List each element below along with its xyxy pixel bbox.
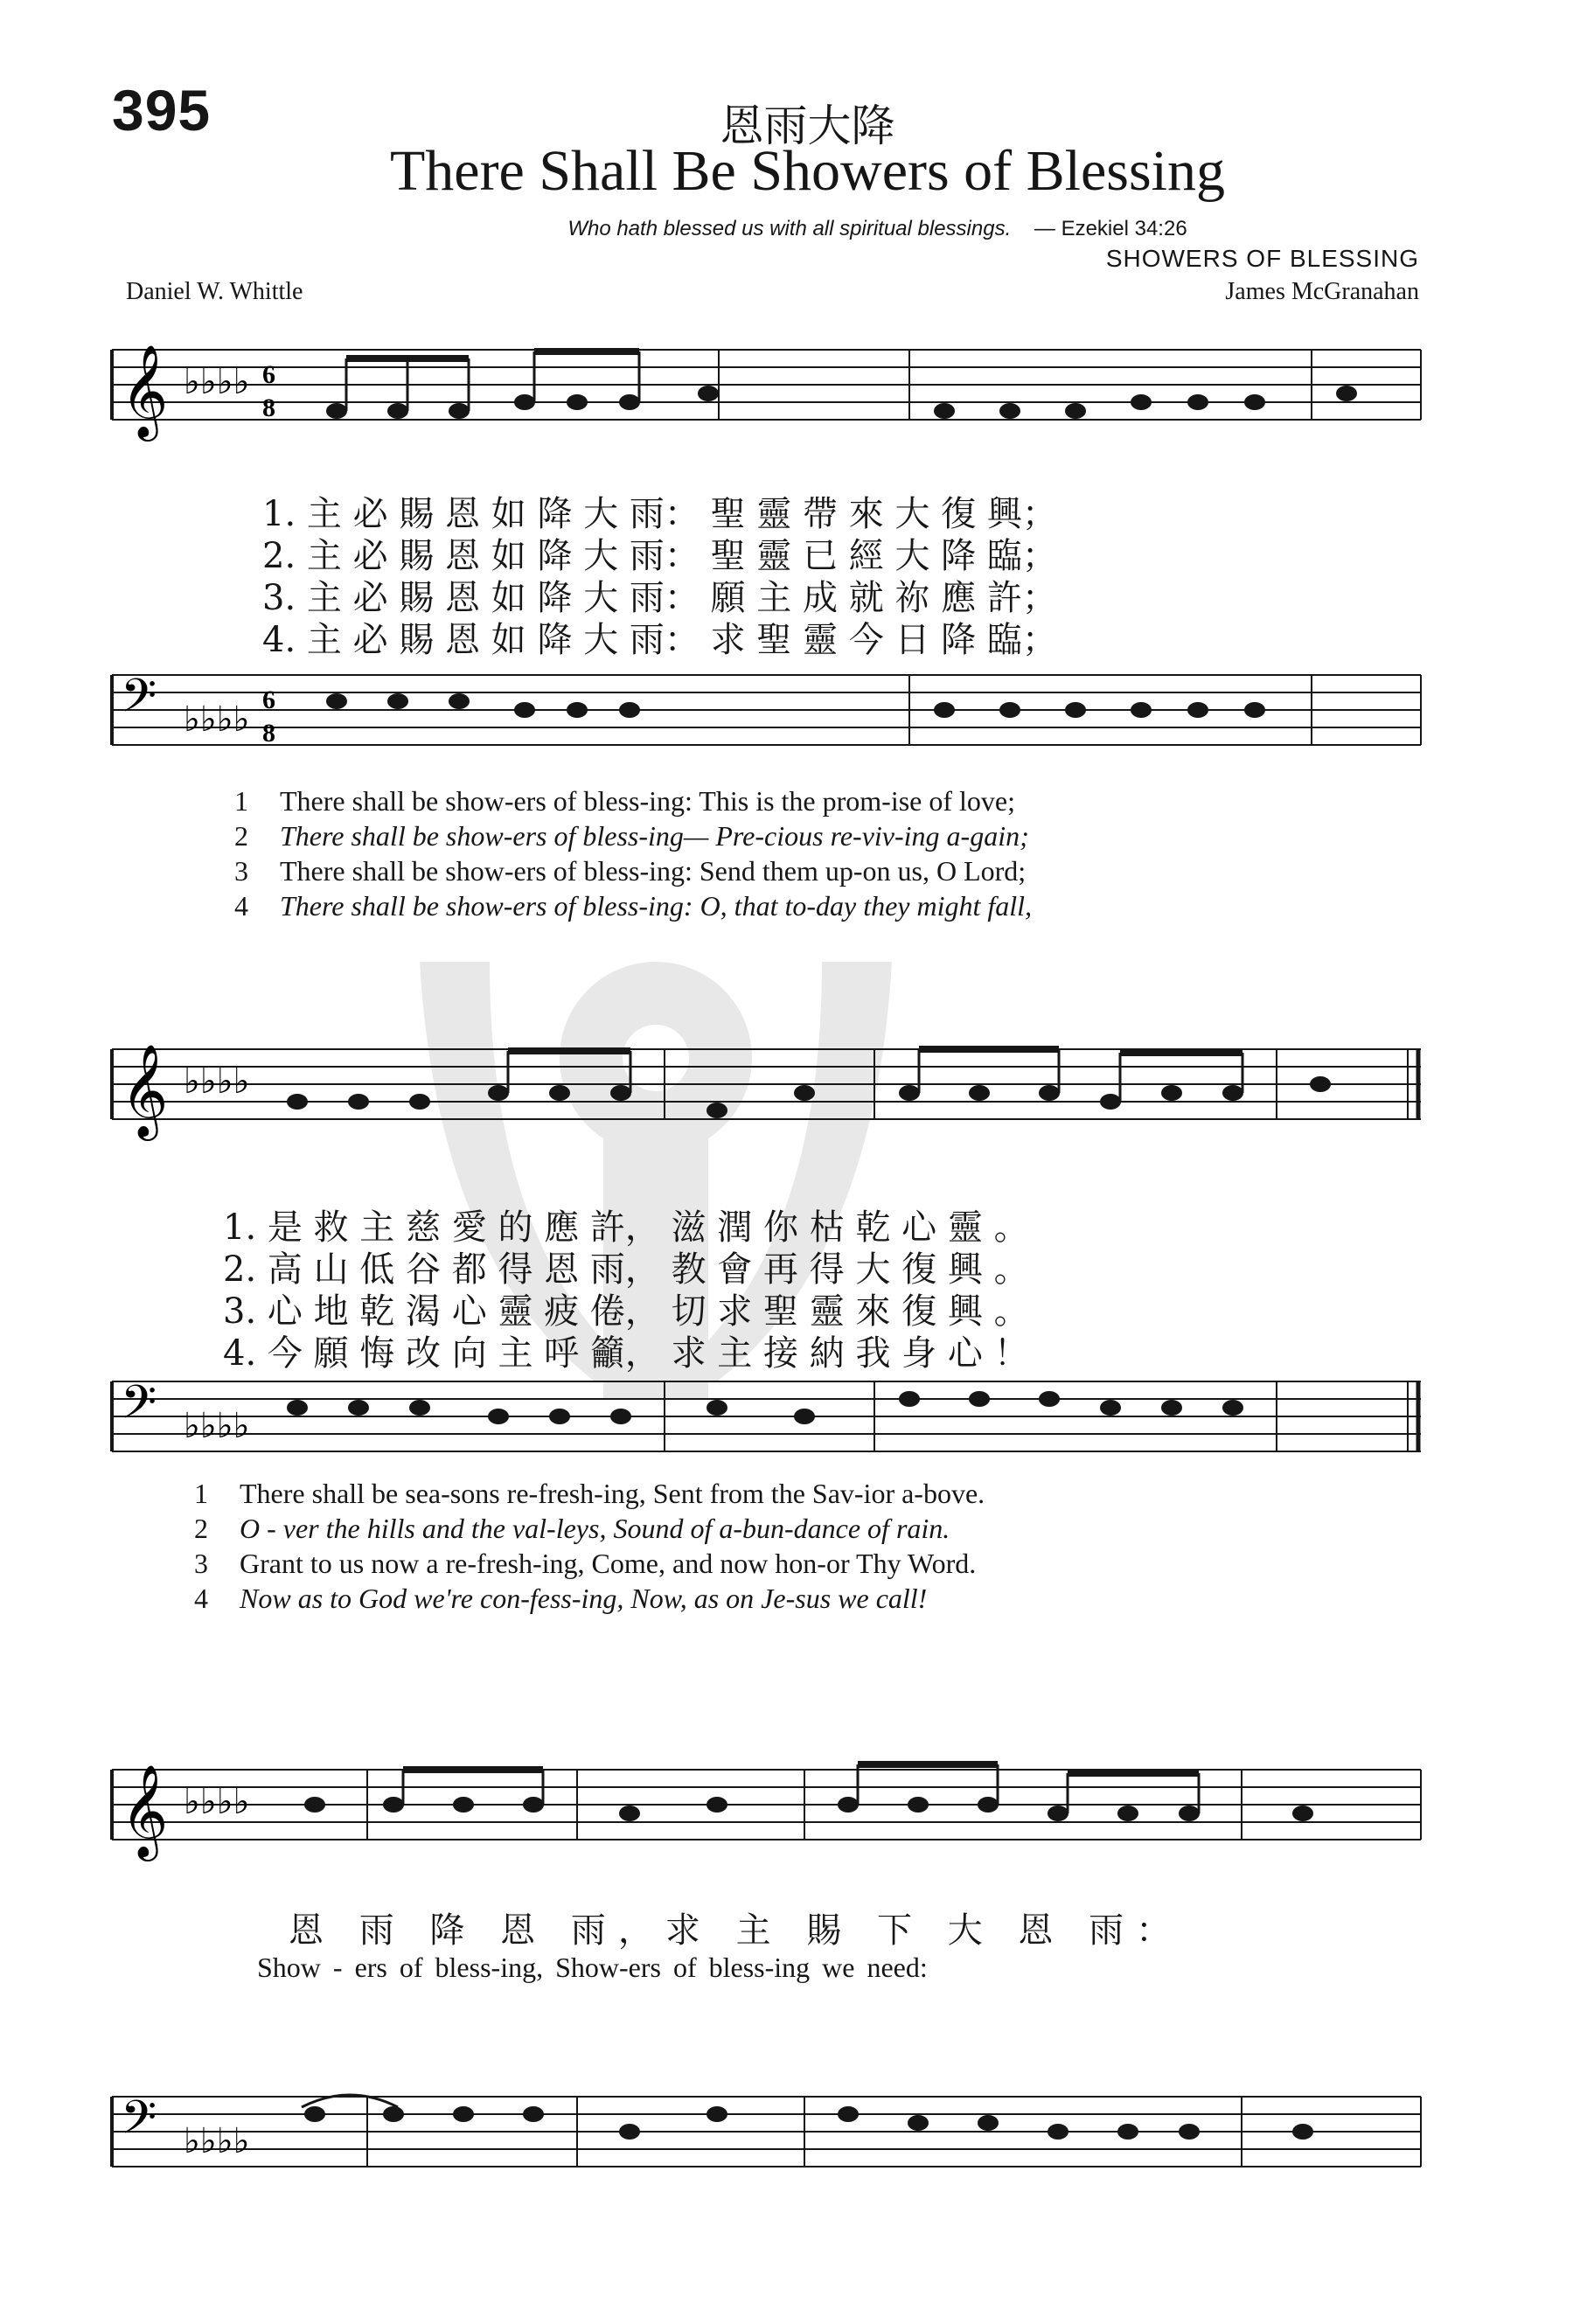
system3-zh-refrain: 恩 雨 降 恩 雨，求 主 賜 下 大 恩 雨： [289, 1910, 1184, 1951]
scripture-text: Who hath blessed us with all spiritual blessings. [567, 217, 1012, 240]
title-chinese: 恩雨大降 [720, 101, 895, 150]
system1-zh-verse-3: 3. 主 必 賜 恩 如 降 大 雨： 願 主 成 就 祢 應 許； [262, 578, 1057, 618]
system1-en-verse-4: 4 There shall be show-ers of bless-ing: O, that to-day they might fall, [234, 890, 1033, 922]
svg-text:♭♭♭♭: ♭♭♭♭ [184, 1406, 250, 1446]
system1-zh-verse-2: 2. 主 必 賜 恩 如 降 大 雨： 聖 靈 已 經 大 降 臨； [262, 536, 1057, 576]
system2-zh-verse-3: 3. 心 地 乾 渴 心 靈 疲 倦， 切 求 聖 靈 來 復 興 。 [223, 1291, 1029, 1332]
system1-en-verse-3: 3 There shall be show-ers of bless-ing: Send them up-on us, O Lord; [234, 855, 1027, 887]
bass-clef-icon: 𝄢 [121, 1376, 157, 1441]
author: Daniel W. Whittle [126, 278, 303, 305]
bass-clef-icon: 𝄢 [121, 2091, 157, 2156]
svg-text:♭♭♭♭: ♭♭♭♭ [184, 2121, 250, 2161]
hymn-number: 395 [112, 78, 212, 143]
svg-text:♭♭♭♭: ♭♭♭♭ [184, 1782, 250, 1822]
system2-en-verse-3: 3 Grant to us now a re-fresh-ing, Come, and now hon-or Thy Word. [194, 1548, 977, 1579]
system3-en-refrain: Show - ers of bless-ing, Show-ers of bless-ing we need: [257, 1952, 928, 1983]
treble-staff-system-1 [0, 341, 1580, 446]
svg-text:♭♭♭♭: ♭♭♭♭ [184, 1061, 250, 1102]
treble-staff-system-3 [0, 1761, 1580, 1866]
system1-en-verse-2: 2 There shall be show-ers of bless-ing— Pre-cious re-viv-ing a-gain; [234, 820, 1029, 852]
system1-zh-verse-1: 1. 主 必 賜 恩 如 降 大 雨： 聖 靈 帶 來 大 復 興； [262, 494, 1057, 534]
bass-staff-system-3 [0, 2088, 1580, 2193]
bass-staff-system-1 [0, 666, 1580, 771]
composer: James McGranahan [1225, 278, 1419, 305]
title-english: There Shall Be Showers of Blessing [389, 139, 1226, 203]
treble-clef-icon: 𝄞 [121, 1043, 169, 1137]
bass-clef-icon: 𝄢 [121, 670, 157, 734]
scripture-reference: — Ezekiel 34:26 [1034, 217, 1187, 240]
system1-zh-verse-4: 4. 主 必 賜 恩 如 降 大 雨： 求 聖 靈 今 日 降 臨； [262, 620, 1057, 660]
system2-zh-verse-1: 1. 是 救 主 慈 愛 的 應 許， 滋 潤 你 枯 乾 心 靈 。 [223, 1207, 1029, 1248]
svg-text:♭♭♭♭: ♭♭♭♭ [184, 699, 250, 740]
svg-text:8: 8 [262, 393, 275, 422]
system2-en-verse-4: 4 Now as to God we're con-fess-ing, Now, as on Je-sus we call! [194, 1583, 928, 1614]
treble-staff-system-2 [0, 1040, 1580, 1145]
svg-text:8: 8 [262, 719, 275, 748]
tune-name: SHOWERS OF BLESSING [1105, 245, 1419, 272]
system2-zh-verse-2: 2. 高 山 低 谷 都 得 恩 雨， 教 會 再 得 大 復 興 。 [223, 1249, 1029, 1290]
scripture-line [0, 217, 1580, 241]
svg-text:6: 6 [262, 685, 275, 714]
system1-en-verse-1: 1 There shall be show-ers of bless-ing: This is the prom-ise of love; [234, 785, 1016, 817]
treble-clef-icon: 𝄞 [121, 1764, 169, 1857]
svg-text:6: 6 [262, 360, 275, 389]
system2-zh-verse-4: 4. 今 願 悔 改 向 主 呼 籲， 求 主 接 納 我 身 心 ！ [223, 1333, 1029, 1374]
system2-en-verse-2: 2 O - ver the hills and the val-leys, Sound of a-bun-dance of rain. [194, 1513, 950, 1544]
svg-text:♭♭♭♭: ♭♭♭♭ [184, 362, 250, 402]
treble-clef-icon: 𝄞 [121, 344, 169, 437]
system2-en-verse-1: 1 There shall be sea-sons re-fresh-ing, Sent from the Sav-ior a-bove. [194, 1478, 985, 1509]
bass-staff-system-2 [0, 1373, 1580, 1478]
